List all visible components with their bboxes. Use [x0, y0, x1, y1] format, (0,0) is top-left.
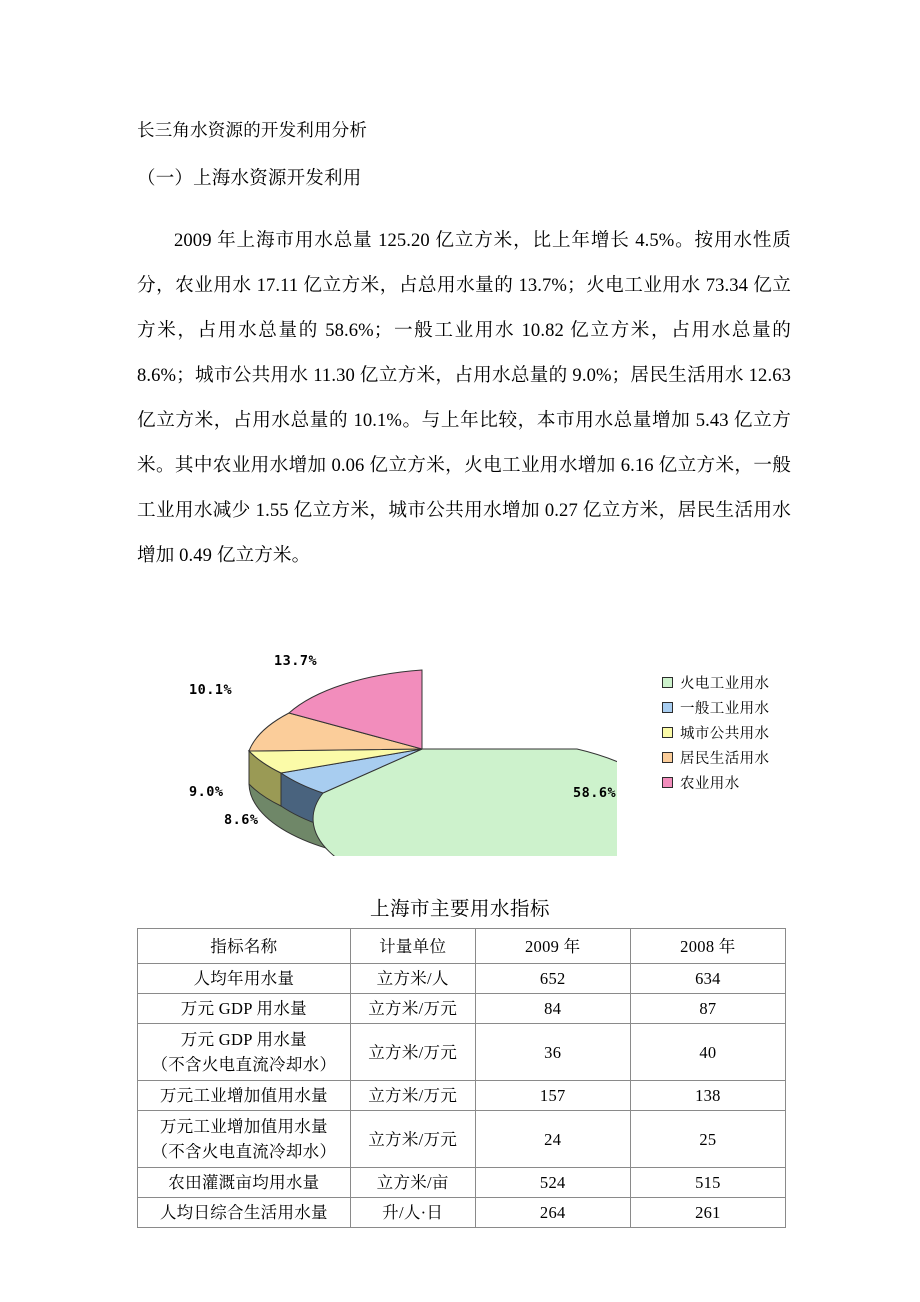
- table-cell-2008: 515: [630, 1168, 785, 1198]
- table-cell-indicator-line1: 万元工业增加值用水量: [159, 1117, 328, 1136]
- pie-label-thermal-power: 58.6%: [573, 785, 617, 801]
- table-cell-unit: 立方米/亩: [350, 1168, 475, 1198]
- table-cell-unit: 立方米/万元: [350, 1111, 475, 1168]
- table-cell-2008: 138: [630, 1081, 785, 1111]
- table-row: [138, 1024, 786, 1081]
- body-paragraph: 2009 年上海市用水总量 125.20 亿立方米，比上年增长 4.5%。按用水性质分，农业用水 17.11 亿立方米，占总用水量的 13.7%；火电工业用水 73.34 亿立方米，占用水总量的 58.6%；一般工业用水 10.82 亿立方米，占用水总量的 8.6%；城市公共用水 11.30 亿立方米，占用水总量的 9.0%；居民生活用水 12.63 亿立方米，占用水总量的 10.1%。与上年比较，本市用水总量增加 5.43 亿立方米。其中农业用水增加 0.06 亿立方米，火电工业用水增加 6.16 亿立方米，一般工业用水减少 1.55 亿立方米，城市公共用水增加 0.27 亿立方米，居民生活用水增加 0.49 亿立方米。: [137, 230, 791, 566]
- table-cell-indicator-line2: （不含火电直流冷却水）: [151, 1055, 337, 1074]
- legend-swatch-icon: [662, 752, 673, 763]
- legend-swatch-icon: [662, 677, 673, 688]
- table-row: [138, 994, 786, 1024]
- table-cell-2009: 84: [475, 994, 630, 1024]
- table-header-cell: 计量单位: [350, 929, 475, 964]
- water-indicators-table: [137, 928, 786, 1228]
- table-cell-unit: 升/人·日: [350, 1198, 475, 1228]
- table-row: [138, 1111, 786, 1168]
- table-cell-2009: 36: [475, 1024, 630, 1081]
- pie-label-residential: 10.1%: [189, 682, 233, 698]
- legend-label: 居民生活用水: [680, 751, 770, 767]
- table-cell-indicator: 人均年用水量: [138, 964, 351, 994]
- legend-item: [662, 695, 802, 720]
- table-cell-unit: 立方米/万元: [350, 1024, 475, 1081]
- legend-item: [662, 720, 802, 745]
- table-cell-indicator: 农田灌溉亩均用水量: [138, 1168, 351, 1198]
- table-row: [138, 964, 786, 994]
- table-row: [138, 1198, 786, 1228]
- legend-swatch-icon: [662, 777, 673, 788]
- legend-item: [662, 770, 802, 795]
- section-heading: （一）上海水资源开发利用: [137, 169, 362, 189]
- table-cell-2008: 40: [630, 1024, 785, 1081]
- table-header-row: [138, 929, 786, 964]
- table-cell-2008: 634: [630, 964, 785, 994]
- table-cell-indicator: 万元工业增加值用水量: [138, 1081, 351, 1111]
- table-cell-unit: 立方米/万元: [350, 1081, 475, 1111]
- table-cell-2008: 261: [630, 1198, 785, 1228]
- table-header-cell: 指标名称: [138, 929, 351, 964]
- legend-swatch-icon: [662, 702, 673, 713]
- table-caption: 上海市主要用水指标: [369, 899, 550, 920]
- table-cell-indicator: 万元 GDP 用水量: [138, 994, 351, 1024]
- table-cell-indicator-line1: 万元 GDP 用水量: [180, 1030, 307, 1049]
- table-header-cell: 2008 年: [630, 929, 785, 964]
- pie-label-general-industry: 8.6%: [224, 812, 259, 828]
- legend-item: [662, 670, 802, 695]
- table-row: [138, 1168, 786, 1198]
- legend-item: [662, 745, 802, 770]
- pie-label-agriculture: 13.7%: [274, 653, 318, 669]
- legend-label: 火电工业用水: [680, 676, 770, 692]
- table-cell-2009: 157: [475, 1081, 630, 1111]
- page-title: 长三角水资源的开发利用分析: [137, 120, 368, 140]
- legend-label: 一般工业用水: [680, 701, 770, 717]
- table-cell-indicator: 人均日综合生活用水量: [138, 1198, 351, 1228]
- table-cell-2009: 24: [475, 1111, 630, 1168]
- table-cell-2009: 524: [475, 1168, 630, 1198]
- table-cell-indicator: [138, 1111, 351, 1168]
- table-cell-indicator: [138, 1024, 351, 1081]
- pie-chart-figure: [137, 648, 791, 858]
- table-cell-indicator-line2: （不含火电直流冷却水）: [151, 1142, 337, 1161]
- pie-label-urban-public: 9.0%: [189, 784, 224, 800]
- pie-chart: [177, 653, 617, 856]
- legend-label: 农业用水: [680, 776, 740, 792]
- table-cell-unit: 立方米/万元: [350, 994, 475, 1024]
- table-row: [138, 1081, 786, 1111]
- table-cell-2009: 264: [475, 1198, 630, 1228]
- legend-label: 城市公共用水: [680, 726, 770, 742]
- table-cell-2009: 652: [475, 964, 630, 994]
- table-cell-2008: 87: [630, 994, 785, 1024]
- table-cell-unit: 立方米/人: [350, 964, 475, 994]
- table-cell-2008: 25: [630, 1111, 785, 1168]
- legend-swatch-icon: [662, 727, 673, 738]
- chart-legend: [662, 670, 802, 795]
- table-header-cell: 2009 年: [475, 929, 630, 964]
